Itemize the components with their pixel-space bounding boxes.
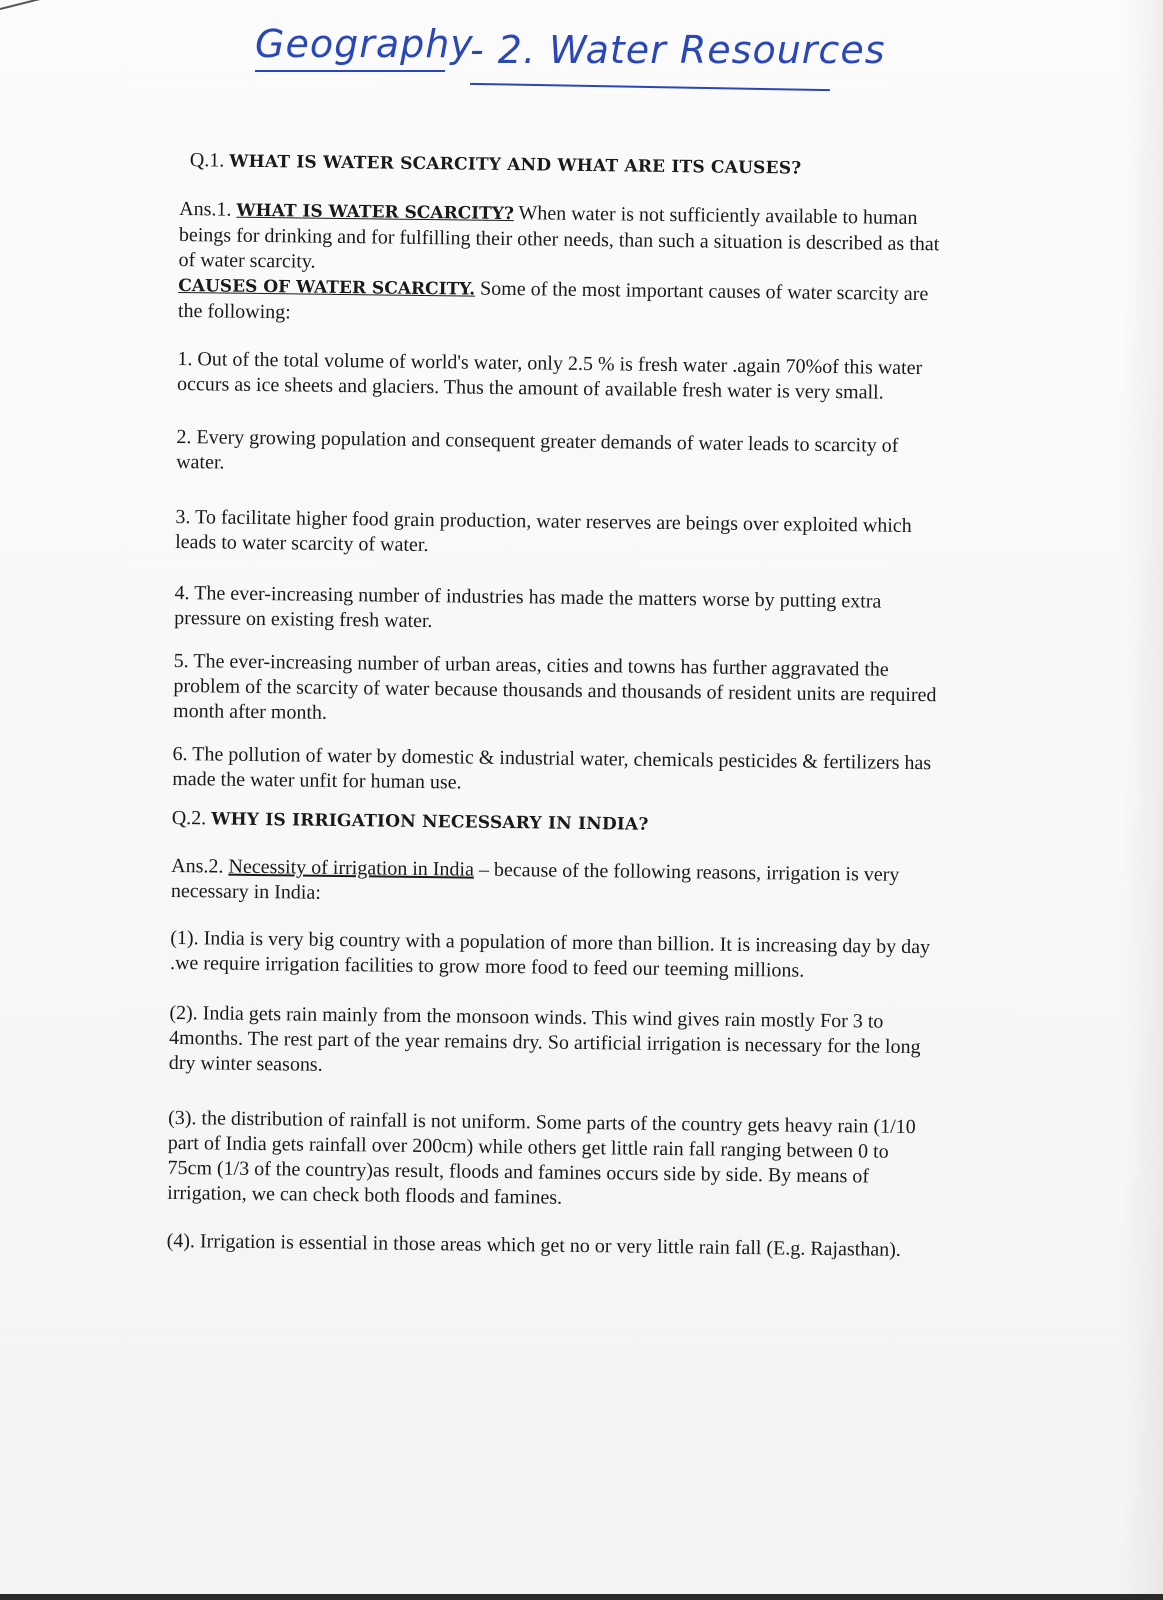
answer-1-text: When water is not sufficiently available to human beings for drinking and for fulfilling their other needs, than such a situation is described as that of water scarcity. <box>178 202 940 273</box>
cause-item: 6. The pollution of water by domestic & industrial water, chemicals pesticides & fertilizers has made the water unfit for human use. <box>172 742 932 794</box>
reason-item: (2). India gets rain mainly from the monsoon winds. This wind gives rain mostly For 3 to 4months. The rest part of the year remains dry. So artificial irrigation is necessary for the long dry winter seasons. <box>168 1001 921 1076</box>
cause-item: 2. Every growing population and consequent greater demands of water leads to scarcity of water. <box>176 425 899 474</box>
cause-item: 4. The ever-increasing number of industries has made the matters worse by putting extra pressure on existing fresh water. <box>174 581 882 633</box>
answer-2-text: – because of the following reasons, irrigation is very necessary in India: <box>170 858 900 904</box>
answer-1 <box>178 197 949 282</box>
cause-item: 1. Out of the total volume of world's water, only 2.5 % is fresh water .again 70%of this water occurs as ice sheets and glaciers. Thus the amount of available fresh water is very small. <box>176 347 923 404</box>
cause-item: 5. The ever-increasing number of urban areas, cities and towns has further aggravated the problem of the scarcity of water because thousands and thousands of resident units are required month after month. <box>172 649 937 724</box>
document-body <box>166 148 949 1263</box>
scan-bottom-edge <box>0 1594 1163 1600</box>
title-subject-underline <box>255 70 445 72</box>
reason-item: (4). Irrigation is essential in those areas which get no or very little rain fall (E.g. Rajasthan). <box>166 1229 901 1261</box>
reason-item: (3). the distribution of rainfall is not uniform. Some parts of the country gets heavy rain (1/10 part of India gets rainfall over 200cm) while others get little rain fall ranging between 0 to 75cm (1/3 of the country)as result, floods and famines occurs side by side. By means of irrigation, we can check both floods and famines. <box>167 1106 916 1209</box>
question-1 <box>190 148 950 183</box>
title-chapter-underline <box>470 83 830 91</box>
scan-edge-line <box>0 0 78 10</box>
question-2 <box>172 806 942 841</box>
question-1-heading: WHAT IS WATER SCARCITY AND WHAT ARE ITS CAUSES? <box>229 151 802 179</box>
title-subject: Geography <box>255 22 474 66</box>
causes-heading: CAUSES OF WATER SCARCITY. <box>178 275 476 300</box>
question-2-label: Q.2. <box>171 806 207 830</box>
handwritten-title <box>255 14 886 84</box>
title-chapter: - 2. Water Resources <box>470 28 886 72</box>
question-1-label: Q.1. <box>189 149 225 172</box>
answer-2-heading: Necessity of irrigation in India <box>228 855 475 881</box>
reason-item: (1). India is very big country with a population of more than billion. It is increasing day by day .we require irrigation facilities to grow more food to feed our teeming millions. <box>169 926 931 982</box>
page-shadow <box>1123 0 1163 1600</box>
answer-2 <box>171 854 942 913</box>
causes-intro-text: Some of the most important causes of water scarcity are the following: <box>177 277 929 324</box>
causes-intro <box>178 273 949 333</box>
cause-item: 3. To facilitate higher food grain production, water reserves are beings over exploited which leads to water scarcity of water. <box>175 505 912 557</box>
answer-1-label: Ans.1. <box>179 197 232 221</box>
question-2-heading: WHY IS IRRIGATION NECESSARY IN INDIA? <box>211 809 649 835</box>
answer-2-label: Ans.2. <box>171 854 224 878</box>
answer-1-heading: WHAT IS WATER SCARCITY? <box>236 200 514 225</box>
